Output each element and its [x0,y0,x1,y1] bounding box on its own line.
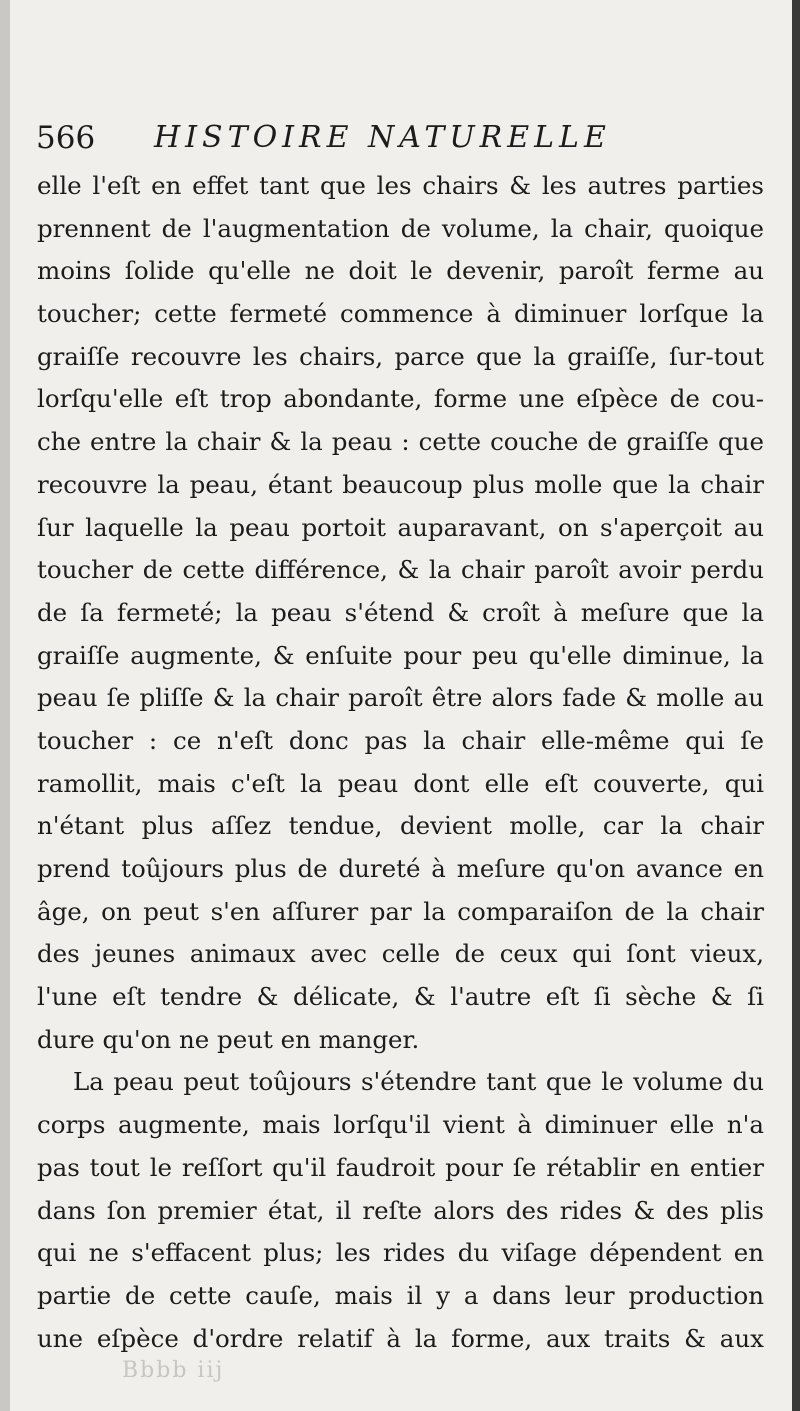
text-line: des jeunes animaux avec celle de ceux qui ſont vieux, [37,939,764,969]
text-line: de ſa fermeté; la peau s'étend & croît à meſure que la [37,597,764,627]
text-line: n'étant plus aſſez tendue, devient molle, car la chair [37,811,764,841]
text-line: partie de cette cauſe, mais il y a dans leur production [37,1280,764,1310]
text-line: toucher; cette fermeté commence à diminuer lorſque la [37,299,764,329]
page-gutter-shadow [0,0,10,1411]
text-line: une eſpèce d'ordre relatif à la forme, aux traits & aux [37,1323,764,1353]
text-line: ſur laquelle la peau portoit auparavant, on s'aperçoit au [37,512,764,542]
text-line: qui ne s'effacent plus; les rides du viſage dépendent en [37,1238,764,1268]
text-line: toucher : ce n'eſt donc pas la chair elle-même qui ſe [37,725,764,755]
body-text [37,165,764,1360]
text-line: dure qu'on ne peut en manger. [37,1024,420,1054]
page-header [36,112,756,164]
text-line: corps augmente, mais lorſqu'il vient à diminuer elle n'a [37,1110,764,1140]
text-line: recouvre la peau, étant beaucoup plus molle que la chair [37,469,764,499]
printer-signature-mark: Bbbb iij [122,1358,225,1383]
text-line: lorſqu'elle eſt trop abondante, forme une eſpèce de cou- [37,384,764,414]
text-line: elle l'eſt en effet tant que les chairs & les autres parties [37,171,764,200]
text-line: pas tout le reſſort qu'il faudroit pour ſe rétablir en entier [37,1152,764,1182]
text-line: moins ſolide qu'elle ne doit le devenir, paroît ferme au [37,256,764,286]
text-line: toucher de cette différence, & la chair paroît avoir perdu [37,555,764,585]
text-line: ramollit, mais c'eſt la peau dont elle eſt couverte, qui [37,768,764,798]
text-line: dans ſon premier état, il reſte alors des rides & des plis [37,1195,764,1225]
text-line: l'une eſt tendre & délicate, & l'autre eſt ſi sèche & ſi [37,982,764,1012]
text-line: prennent de l'augmentation de volume, la chair, quoique [37,213,764,243]
text-line: peau ſe pliſſe & la chair paroît être alors fade & molle au [37,683,764,713]
text-line: prend toûjours plus de dureté à meſure qu'on avance en [37,854,764,883]
text-line: che entre la chair & la peau : cette couche de graiſſe que [37,427,764,457]
page-edge-shadow [792,0,800,1411]
text-line: graiſſe augmente, & enſuite pour peu qu'elle diminue, la [37,640,764,670]
text-line: graiſſe recouvre les chairs, parce que la graiſſe, ſur-tout [37,341,764,371]
text-line: âge, on peut s'en aſſurer par la comparaiſon de la chair [37,896,764,926]
paragraph-first-line: La peau peut toûjours s'étendre tant que le volume du [73,1067,764,1097]
running-title: HISTOIRE NATURELLE [154,120,611,155]
page-number: 566 [36,120,96,156]
